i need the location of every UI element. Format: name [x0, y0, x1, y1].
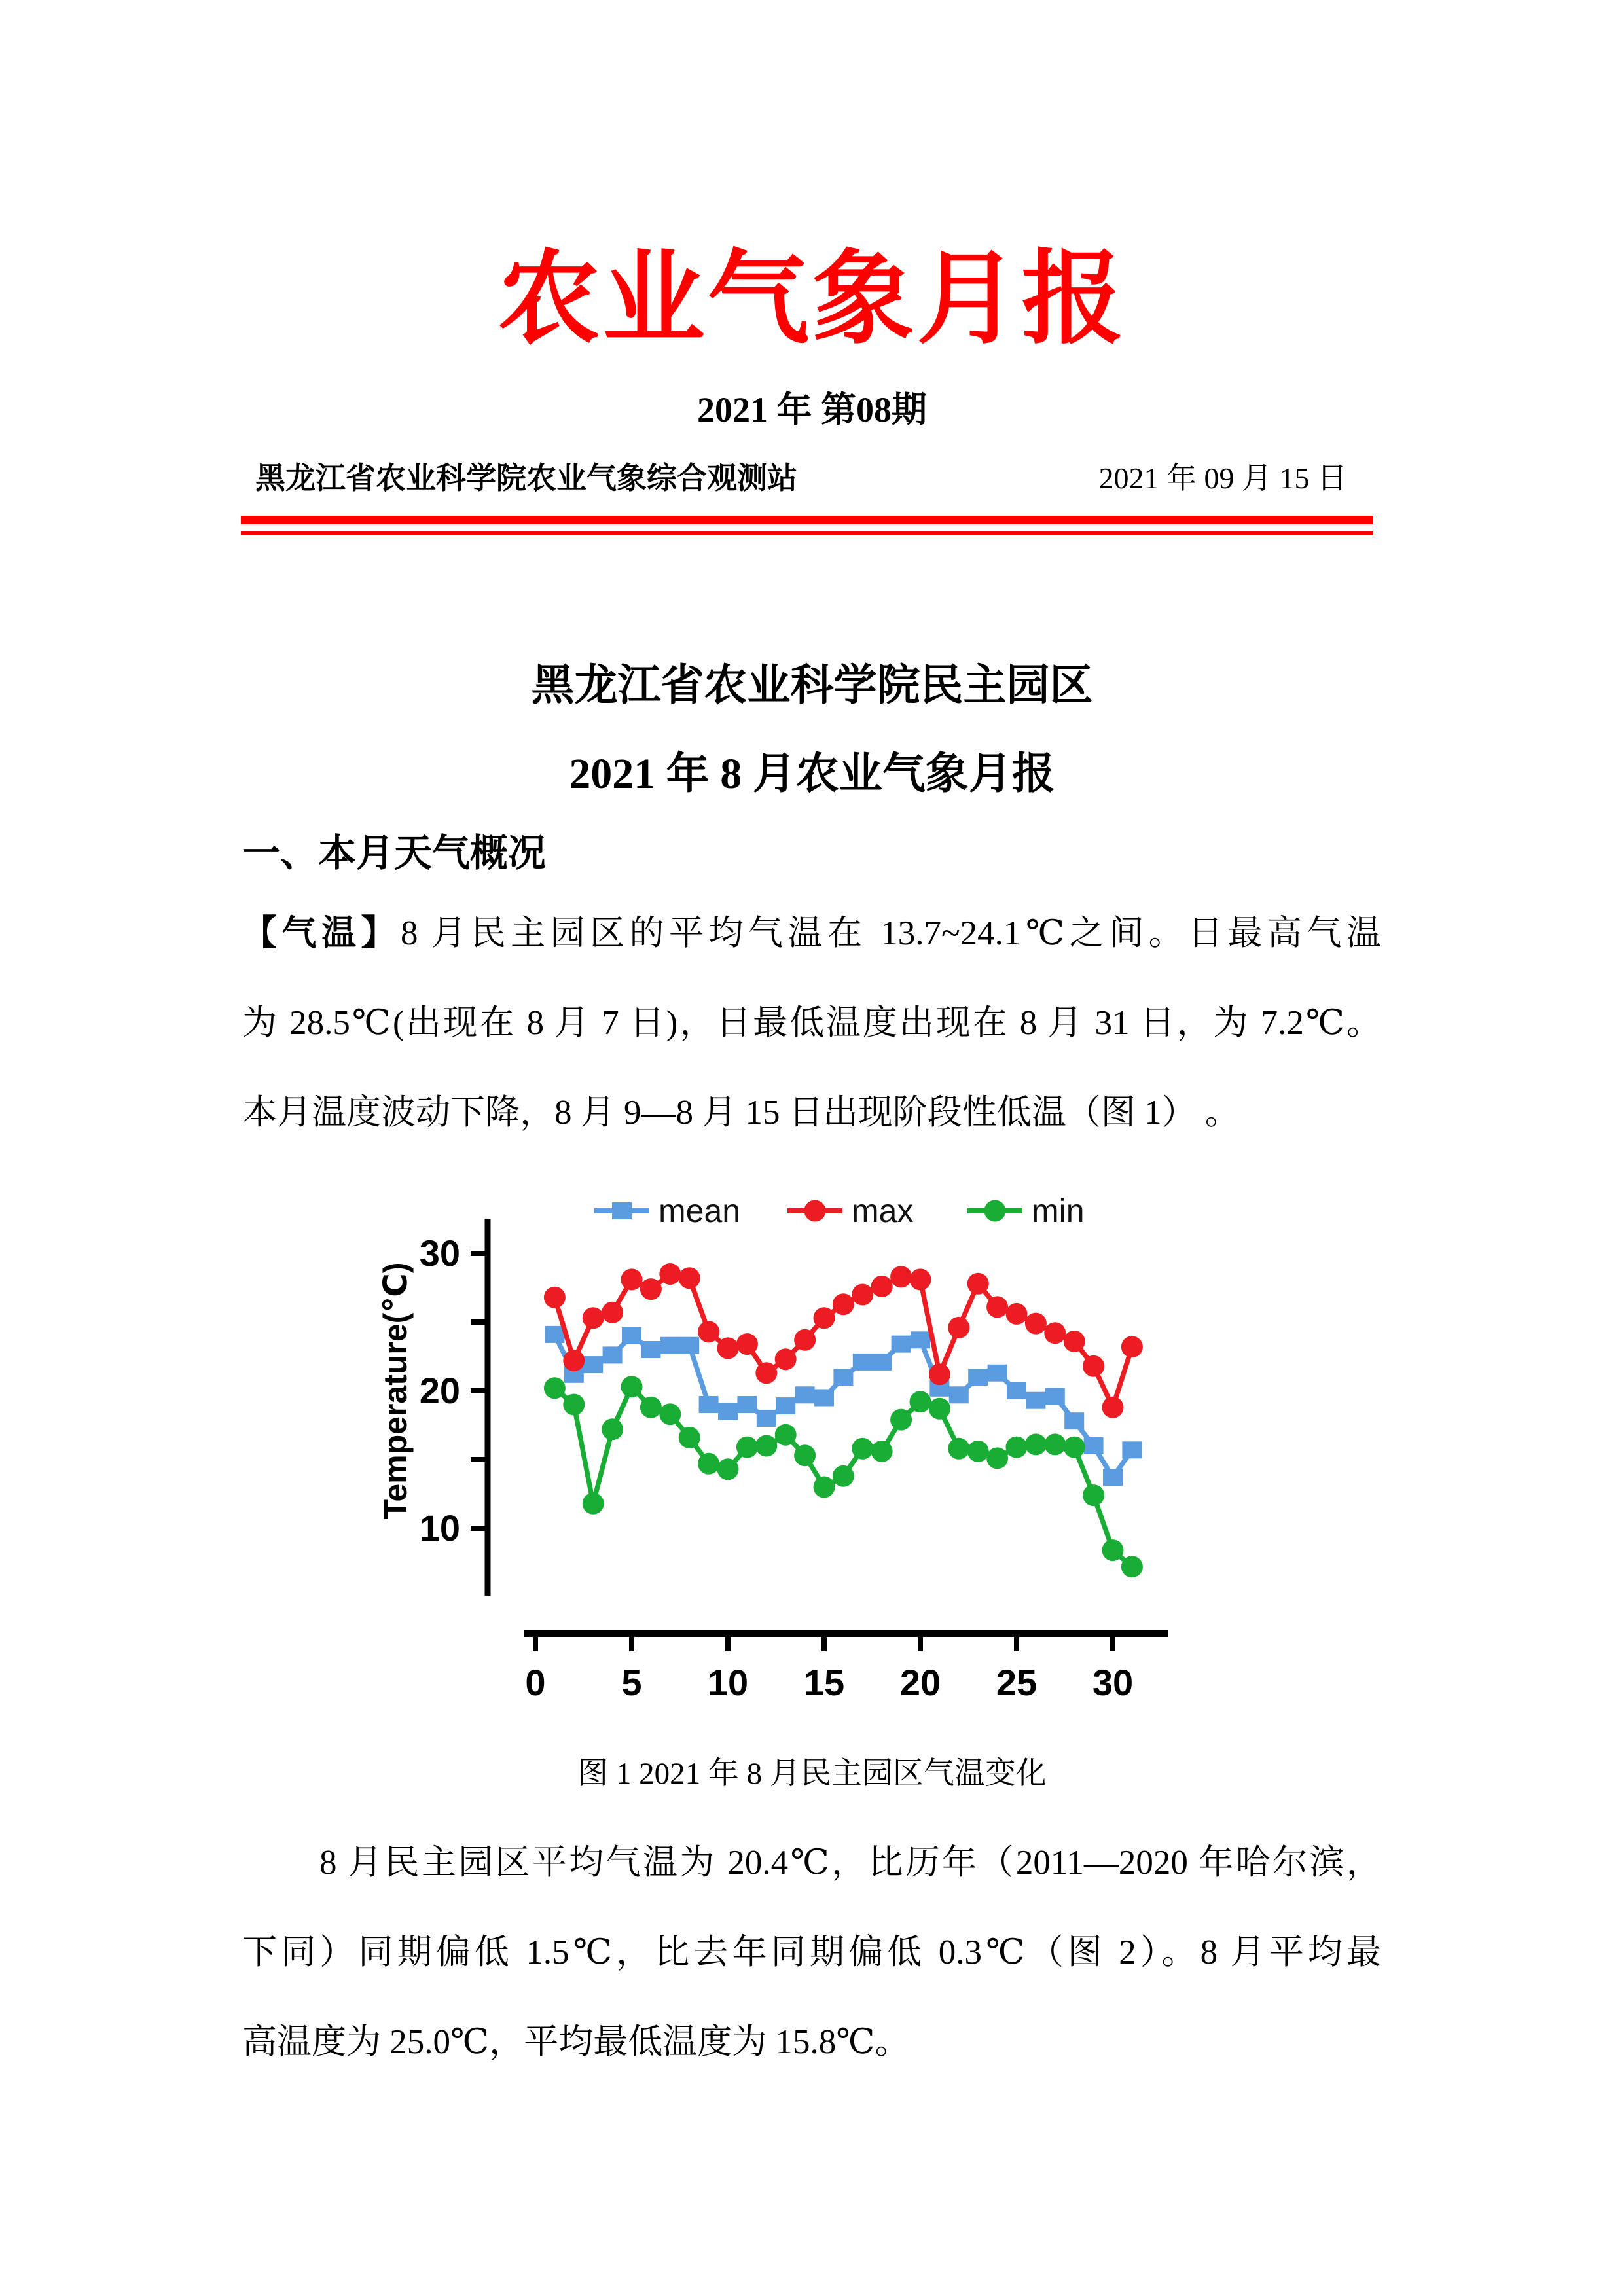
report-title-line1: 黑龙江省农业科学院民主园区	[531, 662, 1093, 709]
red-rule-thin	[241, 531, 1373, 535]
paragraph-line: 高温度为 25.0℃，平均最低温度为 15.8℃。	[242, 2023, 910, 2061]
paragraph-line	[242, 889, 1381, 978]
publish-date: 2021 年 09 月 15 日	[1098, 461, 1347, 495]
masthead-title: 农业气象月报	[497, 243, 1127, 356]
header-meta-row	[255, 454, 1347, 497]
issue-line: 2021 年 第08期	[697, 390, 927, 429]
svg-text:0: 0	[525, 1662, 546, 1703]
paragraph-text: 8 月民主园区的平均气温在 13.7~24.1℃之间。日最高气温	[400, 914, 1382, 952]
svg-text:mean: mean	[659, 1193, 741, 1229]
station-name: 黑龙江省农业科学院农业气象综合观测站	[255, 461, 797, 495]
paragraph-line: 为 28.5℃(出现在 8 月 7 日)，日最低温度出现在 8 月 31 日，为 7.2℃。	[242, 1004, 1381, 1042]
svg-text:5: 5	[621, 1662, 642, 1703]
section-heading: 一、本月天气概况	[242, 832, 547, 874]
comparison-paragraph	[242, 1818, 1381, 2087]
svg-text:20: 20	[419, 1370, 460, 1411]
svg-text:30: 30	[1092, 1662, 1134, 1703]
svg-text:10: 10	[707, 1662, 749, 1703]
paragraph-line: 本月温度波动下降，8 月 9—8 月 15 日出现阶段性低温（图 1） 。	[242, 1094, 1240, 1132]
weather-paragraph	[242, 889, 1381, 1158]
svg-text:20: 20	[899, 1662, 941, 1703]
svg-text:15: 15	[803, 1662, 845, 1703]
temperature-line-chart	[363, 1191, 1195, 1708]
svg-text:min: min	[1032, 1193, 1085, 1229]
svg-text:Temperature(℃): Temperature(℃)	[377, 1262, 414, 1520]
svg-text:10: 10	[419, 1507, 460, 1549]
svg-text:25: 25	[996, 1662, 1038, 1703]
report-title-line2: 2021 年 8 月农业气象月报	[569, 750, 1055, 798]
svg-text:max: max	[852, 1193, 914, 1229]
svg-text:30: 30	[419, 1232, 460, 1274]
temperature-label: 【气温】	[242, 914, 401, 952]
paragraph-line: 下同）同期偏低 1.5℃，比去年同期偏低 0.3℃（图 2）。8 月平均最	[242, 1933, 1381, 1971]
red-rule-thick	[241, 516, 1373, 524]
figure1-caption: 图 1 2021 年 8 月民主园区气温变化	[577, 1757, 1047, 1791]
paragraph-line: 8 月民主园区平均气温为 20.4℃，比历年（2011—2020 年哈尔滨，	[319, 1844, 1381, 1882]
